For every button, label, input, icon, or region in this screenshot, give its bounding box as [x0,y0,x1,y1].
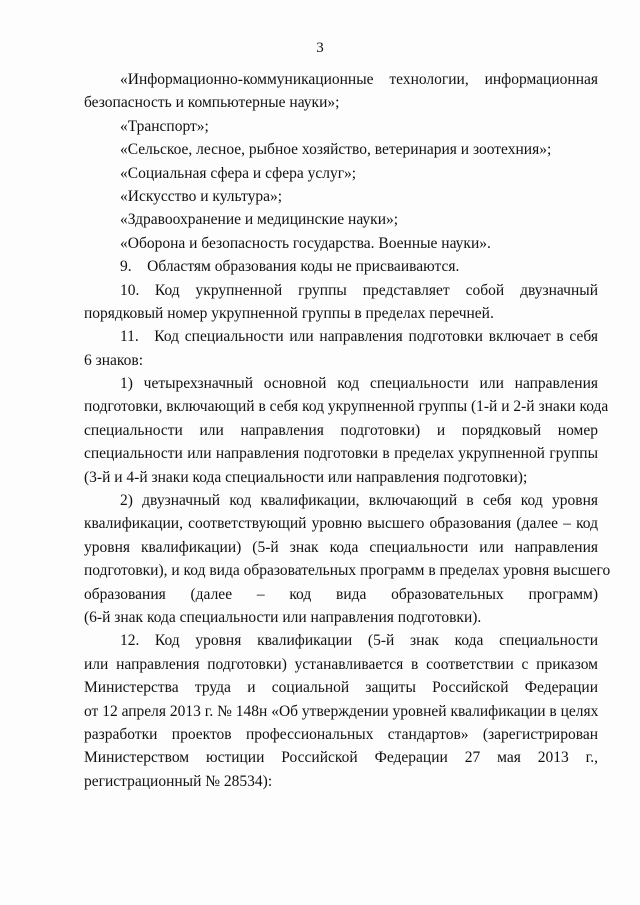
text-line: безопасность и компьютерные науки»; [84,94,340,112]
document-body [84,68,611,793]
text-line: подготовки, включающий в себя код укрупненной группы (1-й и 2-й знаки кода [84,398,609,416]
text-line: квалификации, соответствующий уровню высшего образования (далее – код [84,515,598,533]
text-line: подготовки), и код вида образовательных программ в пределах уровня высшего [84,562,611,580]
text-line: «Искусство и культура»; [120,187,283,205]
text-line: «Здравоохранение и медицинские науки»; [120,211,399,229]
text-line: 11. Код специальности или направления подготовки включает в себя [120,328,598,346]
text-line: 9. Областям образования коды не присваиваются. [120,258,460,276]
text-line: регистрационный № 28534): [84,772,273,790]
text-line: «Транспорт»; [120,117,209,135]
text-line: порядковый номер укрупненной группы в пределах перечней. [84,304,494,322]
text-line: Министерства труда и социальной защиты Российской Федерации [84,679,598,697]
text-line: 10. Код укрупненной группы представляет собой двузначный [120,281,598,299]
text-line: разработки проектов профессиональных стандартов» (зарегистрирован [84,725,598,743]
text-line: «Оборона и безопасность государства. Военные науки». [120,234,491,252]
text-line: от 12 апреля 2013 г. № 148н «Об утверждении уровней квалификации в целях [84,702,599,720]
text-line: (6-й знак кода специальности или направления подготовки). [84,608,482,626]
text-line: образования (далее – код вида образовательных программ) [84,585,598,603]
page-number: 3 [316,40,324,56]
text-line: 1) четырехзначный основной код специальности или направления [120,375,598,393]
text-line: 6 знаков: [84,351,144,369]
text-line: 12. Код уровня квалификации (5-й знак кода специальности [120,632,598,650]
text-line: Министерством юстиции Российской Федерации 27 мая 2013 г., [84,749,598,767]
text-line: специальности или направления подготовки в пределах укрупненной группы [84,445,598,463]
text-line: уровня квалификации) (5-й знак кода специальности или направления [84,538,598,556]
text-line: или направления подготовки) устанавливается в соответствии с приказом [84,655,598,673]
text-line: «Сельское, лесное, рыбное хозяйство, ветеринария и зоотехния»; [120,141,552,159]
text-line: специальности или направления подготовки) и порядковый номер [84,421,598,439]
text-line: «Социальная сфера и сфера услуг»; [120,164,357,182]
text-line: (3-й и 4-й знаки кода специальности или направления подготовки); [84,468,528,486]
text-line: «Информационно-коммуникационные технологии, информационная [120,71,598,88]
text-line: 2) двузначный код квалификации, включающий в себя код уровня [120,492,598,510]
